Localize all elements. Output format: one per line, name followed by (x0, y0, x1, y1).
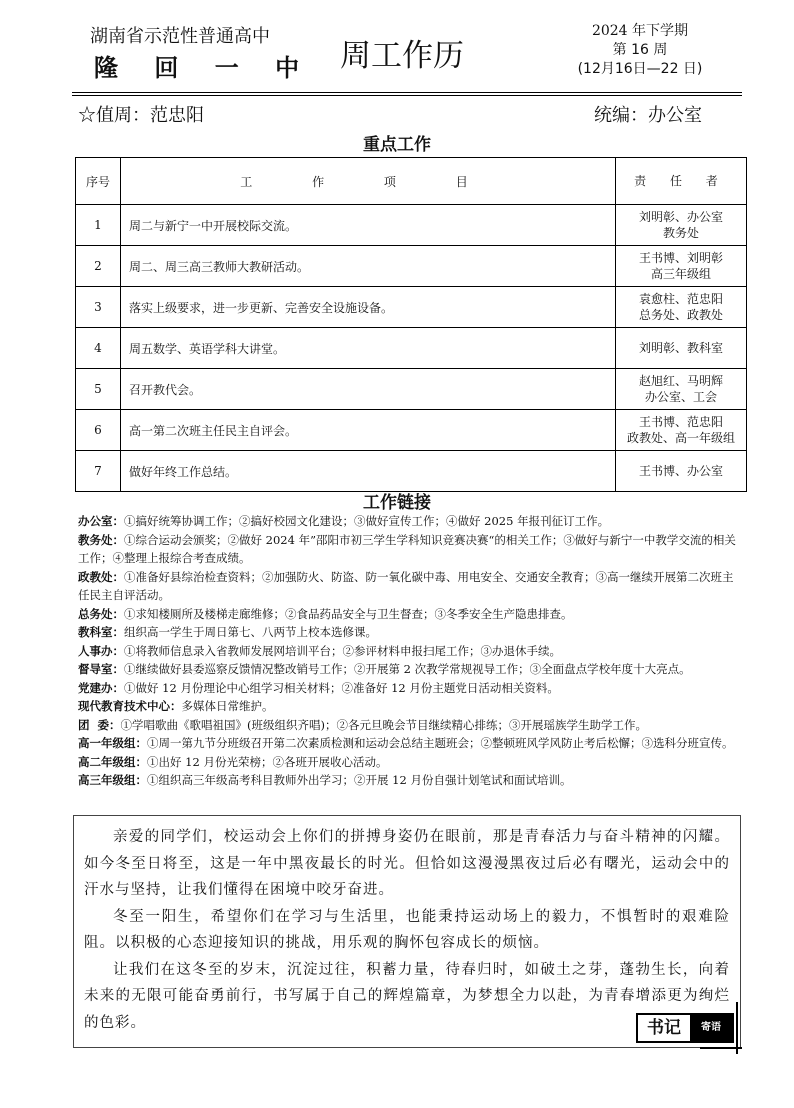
list-item (78, 660, 743, 679)
department-label: 政教处： (78, 569, 124, 584)
table-row (76, 369, 747, 410)
department-label: 团 委： (78, 717, 121, 732)
department-label: 人事办： (78, 643, 124, 658)
list-item (78, 753, 743, 772)
department-tasks: ①继续做好县委巡察反馈情况整改销号工作；②开展第 2 次教学常规视导工作；③全面盘点学校年度十大亮点。 (124, 662, 691, 676)
responsible-line: 王书博、刘明彰 (638, 251, 723, 265)
department-label: 督导室： (78, 662, 124, 676)
row-item: 做好年终工作总结。 (121, 451, 616, 492)
header-divider-top (72, 92, 742, 93)
department-tasks: 多媒体日常维护。 (181, 699, 274, 713)
term-label: 2024 年下学期 (591, 23, 689, 39)
responsible-line: 王书博、范忠阳 (638, 415, 723, 429)
row-responsible (616, 246, 747, 287)
list-item (78, 642, 743, 661)
responsible-line: 办公室、工会 (644, 390, 717, 404)
row-item: 落实上级要求，进一步更新、完善安全设施设备。 (121, 287, 616, 328)
list-item (78, 679, 743, 698)
responsible-line: 总务处、政教处 (638, 308, 723, 322)
message-paragraph: 冬至一阳生，希望你们在学习与生活里，也能秉持运动场上的毅力，不惧暂时的艰难险阻。以积极的心态迎接知识的挑战，用乐观的胸怀包容成长的烦恼。 (84, 908, 730, 951)
responsible-line: 刘明彰、办公室 (638, 210, 723, 224)
responsible-line: 袁愈柱、范忠阳 (638, 292, 723, 306)
row-responsible (616, 369, 747, 410)
department-label: 办公室： (78, 514, 124, 528)
department-label: 总务处： (78, 606, 124, 621)
message-paragraph: 让我们在这冬至的岁末，沉淀过往，积蓄力量，待春归时，如破土之芽，蓬勃生长，向着未来的无限可能奋勇前行，书写属于自己的辉煌篇章，为梦想全力以赴，为青春增添更为绚烂的色彩。 (84, 961, 730, 1031)
work-links-list (78, 512, 743, 790)
week-label: 第 16 周 (612, 42, 668, 58)
department-label: 教务处： (78, 532, 124, 547)
department-tasks: ①综合运动会颁奖；②做好 2024 年”邵阳市初三学生学科知识竞赛决赛“的相关工作；③做好与新宁一中教学交流的相关工作；④整理上报综合考查成绩。 (78, 532, 736, 565)
table-row (76, 328, 747, 369)
list-item (78, 771, 743, 790)
header-item: 工 作 项 目 (121, 158, 616, 205)
responsible-line: 赵旭红、马明辉 (638, 374, 723, 388)
list-item (78, 716, 743, 735)
department-label: 高一年级组： (78, 736, 147, 750)
responsible-line: 高三年级组 (650, 267, 711, 281)
department-label: 高二年级组： (78, 754, 147, 769)
row-number: 3 (76, 287, 121, 328)
responsible-line: 教务处 (662, 226, 699, 240)
header-number: 序号 (76, 158, 121, 205)
department-tasks: ①准备好县综治检查资料；②加强防火、防盗、防一氧化碳中毒、用电安全、交通安全教育；③高一继续开展第二次班主任民主自评活动。 (78, 569, 734, 602)
department-tasks: ①学唱歌曲《歌唱祖国》(班级组织齐唱)；②各元旦晚会节目继续精心排练；③开展瑶族学生助学工作。 (120, 717, 647, 732)
term-info (560, 22, 720, 79)
key-work-title: 重点工作 (363, 135, 431, 155)
department-tasks: ①出好 12 月份光荣榜；②各班开展收心活动。 (147, 754, 388, 769)
row-number: 6 (76, 410, 121, 451)
department-label: 高三年级组： (78, 773, 147, 787)
department-tasks: ①搞好统筹协调工作；②搞好校园文化建设；③做好宣传工作；④做好 2025 年报刊征订工作。 (124, 514, 610, 528)
list-item (78, 568, 743, 605)
message-paragraph: 亲爱的同学们，校运动会上你们的拼搏身姿仍在眼前，那是青春活力与奋斗精神的闪耀。如今冬至日将至，这是一年中黑夜最长的时光。但恰如这漫漫黑夜过后必有曙光，运动会中的汗水与坚持，让我们懂得在困境中咬牙奋进。 (84, 829, 730, 898)
row-item: 周二与新宁一中开展校际交流。 (121, 205, 616, 246)
row-responsible (616, 451, 747, 492)
list-item (78, 605, 743, 624)
row-item: 周二、周三高三教师大教研活动。 (121, 246, 616, 287)
school-name: 湖南省示范性普通高中 (90, 26, 270, 47)
department-tasks: ①周一第九节分班级召开第二次素质检测和运动会总结主题班会；②整顿班风学风防止考后松懈；③选科分班宣传。 (147, 736, 734, 750)
secretary-message-stamp (636, 1013, 734, 1043)
list-item (78, 512, 743, 531)
department-tasks: ①将教师信息录入省教师发展网培训平台；②参评材料申报扫尾工作；③办退休手续。 (124, 643, 561, 658)
page-title: 周工作历 (340, 38, 464, 74)
table-row (76, 246, 747, 287)
table-row (76, 205, 747, 246)
date-range: (12月16日—22 日) (577, 61, 703, 77)
row-responsible (616, 205, 747, 246)
list-item (78, 623, 743, 642)
compiler: 统编：办公室 (594, 105, 702, 126)
school-short-name: 隆 回 一 中 (94, 54, 314, 82)
list-item (78, 531, 743, 568)
row-item: 召开教代会。 (121, 369, 616, 410)
row-responsible (616, 328, 747, 369)
row-number: 7 (76, 451, 121, 492)
header-divider-bottom (72, 95, 742, 96)
row-number: 4 (76, 328, 121, 369)
row-number: 2 (76, 246, 121, 287)
stamp-rule-horizontal (700, 1047, 742, 1049)
table-row (76, 410, 747, 451)
department-label: 教科室： (78, 625, 124, 639)
row-item: 周五数学、英语学科大讲堂。 (121, 328, 616, 369)
department-tasks: 组织高一学生于周日第七、八两节上校本选修课。 (124, 625, 377, 639)
stamp-label-secretary: 书记 (647, 1018, 681, 1038)
row-number: 1 (76, 205, 121, 246)
department-tasks: ①做好 12 月份理论中心组学习相关材料；②准备好 12 月份主题党日活动相关资料。 (124, 680, 559, 695)
table-row (76, 287, 747, 328)
row-responsible (616, 287, 747, 328)
key-work-table (75, 157, 747, 492)
list-item (78, 697, 743, 716)
row-number: 5 (76, 369, 121, 410)
work-links-title: 工作链接 (363, 493, 431, 513)
responsible-line: 政教处、高一年级组 (626, 431, 735, 445)
duty-person: ☆值周：范忠阳 (78, 105, 204, 126)
list-item (78, 734, 743, 753)
responsible-line: 王书博、办公室 (638, 464, 723, 478)
department-label: 党建办： (78, 680, 124, 695)
stamp-label-message: 寄语 (690, 1015, 732, 1041)
department-label: 现代教育技术中心： (78, 699, 182, 713)
department-tasks: ①组织高三年级高考科目教师外出学习；②开展 12 月份自强计划笔试和面试培训。 (147, 773, 572, 787)
department-tasks: ①求知楼厕所及楼梯走廊维修；②食品药品安全与卫生督查；③冬季安全生产隐患排查。 (124, 606, 573, 621)
header-responsible: 责 任 者 (616, 158, 747, 205)
row-responsible (616, 410, 747, 451)
table-header-row (76, 158, 747, 205)
table-row (76, 451, 747, 492)
responsible-line: 刘明彰、教科室 (638, 341, 723, 355)
row-item: 高一第二次班主任民主自评会。 (121, 410, 616, 451)
